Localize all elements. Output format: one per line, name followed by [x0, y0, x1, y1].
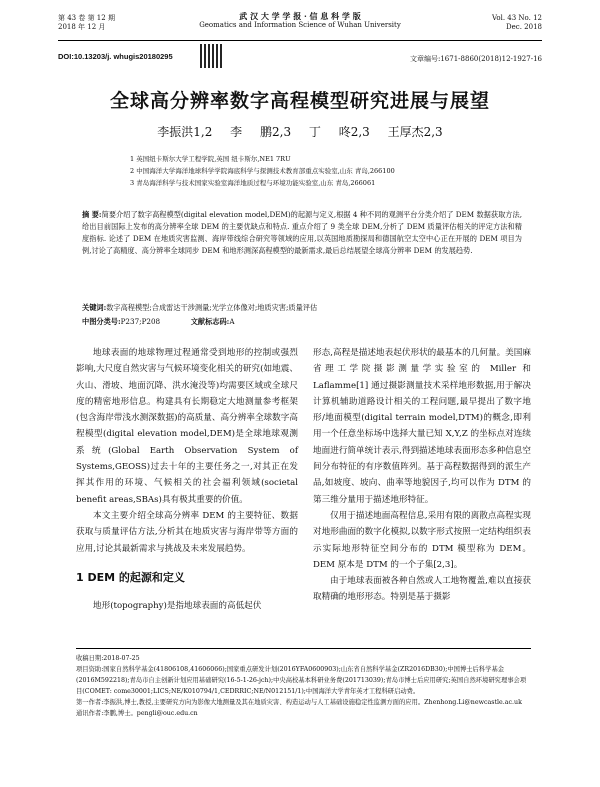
footnote-received: 收稿日期:2018-07-25: [76, 655, 140, 662]
left-column: [76, 345, 298, 614]
footnote-corresponding: 通讯作者:李鹏,博士。pengli@ouc.edu.cn: [76, 710, 198, 717]
section1-paragraph-4: 由于地球表面被各种自然或人工地物覆盖,难以直接获取精确的地形形态。特别是基于摄影: [313, 576, 531, 603]
doi: DOI:10.13203/j. whugis20180295: [58, 52, 173, 61]
affiliation-2: 2 中国海洋大学海洋地球科学学院海底科学与探测技术教育部重点实验室,山东 青岛,266100: [130, 167, 395, 175]
header-journal: 武 汉 大 学 学 报 · 信 息 科 学 版 Geomatics and Information Science of Wuhan University: [199, 11, 401, 29]
clc-value: P237;P208: [120, 317, 161, 326]
abstract-text: 简要介绍了数字高程模型(digital elevation model,DEM)的起源与定义,根据 4 种不同的观测平台分类介绍了 DEM 数据获取方法,给出目前国际上发布的高分辨率全球 DEM 的主要优缺点和特点. 重点介绍了 9 类全球 DEM,分析了 DEM 质量评估相关的评定方法和精度指标. 论述了 DEM 在地质灾害监测、海岸带线综合研究等领域的应用,以英国地质勘探局和德国航空太空中心正在开展的 DEM 项目为例,讨论了高精度、高分辨率全球同步 DEM 和地形测深高程模型的最新需求,最后总结展望全球高分辨率 DEM 的发展趋势.: [82, 210, 522, 255]
header-volume: Vol. 43 No. 12 Dec. 2018: [491, 14, 542, 31]
paper-title: 全球高分辨率数字高程模型研究进展与展望: [109, 90, 490, 112]
classification: [82, 316, 522, 327]
authors: 李振洪1,2 李 鹏2,3 丁 咚2,3 王厚杰2,3: [157, 125, 443, 139]
right-column: [313, 345, 531, 606]
keywords-text: 数字高程模型;合成雷达干涉测量;光学立体像对;地质灾害;质量评估: [106, 303, 318, 312]
keywords-label: 关键词:: [82, 303, 107, 312]
intro-paragraph-1: 地球表面的地球物理过程通常受到地形的控制或强烈影响,大尺度自然灾害与气候环境变化相关的研究(如地震、火山、滑坡、地面沉降、洪水淹没等)均需要区域或全球尺度的精密地形信息。构建具有长期稳定大地测量参考框架(包含海岸带浅水测深数据)的高质量、高分辨率全球数字高程模型(digital elevation model,DEM)是全球地球观测系统(Global Earth Observation System of Systems,GEOSS)过去十年的主要任务之一,对其正在发挥其作用的环境、气候相关的社会福利领域(societal benefit areas,SBAs)具有极其重要的价值。: [76, 348, 298, 505]
abstract: [82, 209, 522, 257]
footnote-funding: 项目资助:国家自然科学基金(41806108,41606066);国家重点研发计划(2016YFA0600903);山东省自然科学基金(ZR2016DB30);中国博士后科学基金(2016M592218);青岛市自主创新计划应用基础研究(16-5-1-26-jch);中央高校基本科研业务费(201713039);青岛市博士后应用研究;英国自然环境研究理事会项目(COMET: come30001;LICS;NE/K010794/1,CEDRRIC;NE/N012151/1);中国海洋大学青年英才工程科研启动费。: [76, 666, 527, 695]
intro-paragraph-2: 本文主要介绍全球高分辨率 DEM 的主要特征、数据获取与质量评估方法,分析其在地质灾害与海岸带等方面的应用,讨论其最新需求与挑战及未来发展趋势。: [76, 510, 298, 554]
clc-label: 中图分类号:: [82, 317, 121, 326]
keywords: [82, 302, 522, 313]
doc-code-value: A: [229, 317, 235, 326]
abstract-label: 摘 要:: [82, 210, 102, 219]
affiliation-3: 3 青岛海洋科学与技术国家实验室海洋地质过程与环境功能实验室,山东 青岛,266061: [130, 179, 376, 187]
affiliation-1: 1 英国纽卡斯尔大学工程学院,英国 纽卡斯尔,NE1 7RU: [130, 155, 291, 163]
section-heading-1: 1 DEM 的起源和定义: [76, 570, 185, 584]
doc-code-label: 文献标志码:: [190, 317, 230, 326]
article-number: 文章编号:1671-8860(2018)12-1927-16: [410, 55, 542, 63]
running-header: [58, 10, 542, 41]
footnotes: [76, 648, 531, 719]
footnote-first-author: 第一作者:李振洪,博士,教授,主要研究方向为影像大地测量及其在地质灾害、构造运动与人工基础设施稳定性监测方面的应用。Zhenhong.Li@newcastle.ac.uk: [76, 699, 522, 706]
section1-paragraph-1: 地形(topography)是指地球表面的高低起伏: [93, 601, 262, 612]
qr-code-icon: [200, 44, 224, 68]
header-issue: 第 43 卷 第 12 期 2018 年 12 月: [58, 14, 115, 31]
section1-paragraph-3: 仅用于描述地面高程信息,采用有限的离散点高程实现对地形曲面的数字化模拟,以数字形式按照一定结构组织表示实际地形特征空间分布的 DTM 模型称为 DEM。DEM 原本是 DTM 的一个子集[2,3]。: [313, 510, 531, 570]
section1-paragraph-2: 形态,高程是描述地表起伏形状的最基本的几何量。美国麻省理工学院摄影测量学实验室的 Miller 和 Laflamme[1] 通过摄影测量技术采样地形数据,用于解决计算机辅助道路设计相关的工程问题,最早提出了数字地形/地面模型(digital terrain model,DTM)的概念,即利用一个任意坐标场中选择大量已知 X,Y,Z 的坐标点对连续地面进行简单统计表示,得到描述地球表面形态多种信息空间分布特征的有序数值阵列。基于高程数据得到的派生产品,如坡度、坡向、曲率等地貌因子,均可以作为 DTM 的第三维分量用于描述地形特征。: [313, 348, 531, 505]
